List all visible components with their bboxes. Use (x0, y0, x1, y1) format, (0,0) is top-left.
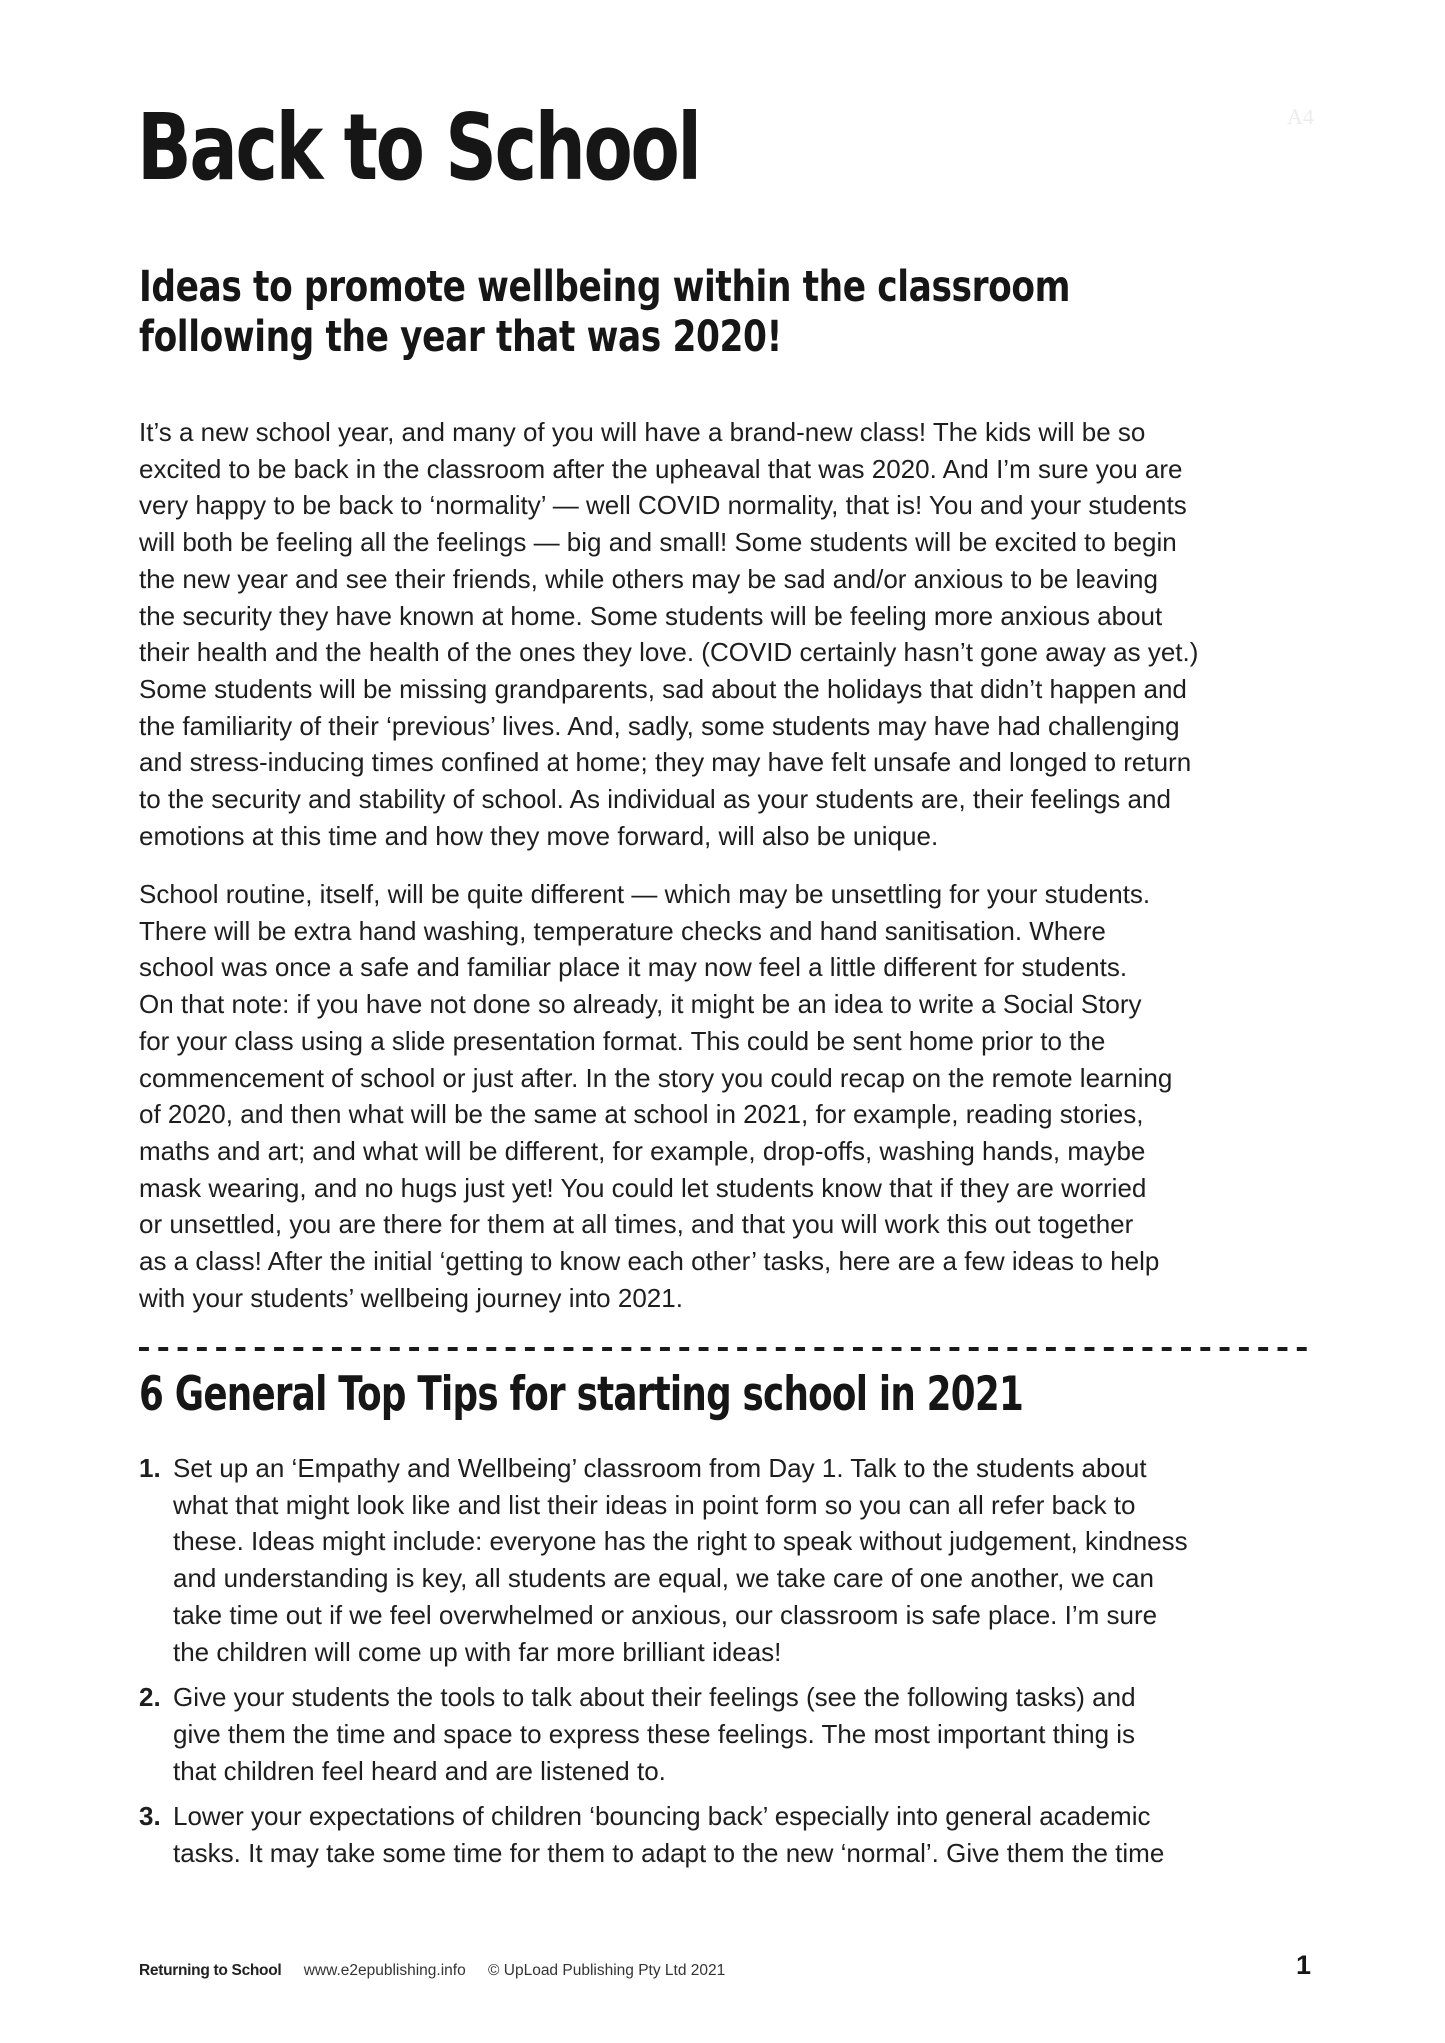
page-footer (139, 1962, 725, 1980)
text-line: these. Ideas might include: everyone has the right to speak without judgement, kindness (173, 1526, 1188, 1557)
text-line: what that might look like and list their ideas in point form so you can all refer back to (173, 1489, 1136, 1520)
text-line: school was once a safe and familiar place it may now feel a little different for students. (139, 952, 1128, 983)
text-line: commencement of school or just after. In the story you could recap on the remote learning (139, 1062, 1173, 1093)
tip-number: 3. (139, 1801, 161, 1832)
text-line: mask wearing, and no hugs just yet! You could let students know that if they are worried (139, 1172, 1147, 1203)
page-subtitle (139, 262, 1070, 362)
text-line: the new year and see their friends, while others may be sad and/or anxious to be leaving (139, 563, 1158, 594)
text-line: their health and the health of the ones they love. (COVID certainly hasn’t gone away as yet.) (139, 637, 1199, 668)
tip-number: 2. (139, 1682, 161, 1713)
tips-list (139, 1450, 1319, 1881)
tip-item-2 (139, 1679, 1319, 1789)
text-line: to the security and stability of school. As individual as your students are, their feelings and (139, 784, 1171, 815)
text-line: that children feel heard and are listened to. (173, 1755, 666, 1786)
text-line: Lower your expectations of children ‘bouncing back’ especially into general academic (173, 1801, 1151, 1832)
text-line: emotions at this time and how they move forward, will also be unique. (139, 820, 939, 851)
text-line: for your class using a slide presentation format. This could be sent home prior to the (139, 1025, 1106, 1056)
subtitle-line: Ideas to promote wellbeing within the classroom (139, 262, 1071, 312)
dashed-divider (139, 1347, 1307, 1351)
page-title: Back to School (137, 94, 700, 201)
text-line: maths and art; and what will be different, for example, drop-offs, washing hands, maybe (139, 1135, 1146, 1166)
text-line: give them the time and space to express these feelings. The most important thing is (173, 1718, 1136, 1749)
text-line: There will be extra hand washing, temperature checks and hand sanitisation. Where (139, 915, 1106, 946)
intro-paragraph-2 (139, 876, 1319, 1316)
subtitle-line: following the year that was 2020! (139, 312, 782, 362)
text-line: of 2020, and then what will be the same at school in 2021, for example, reading stories, (139, 1099, 1144, 1130)
text-line: take time out if we feel overwhelmed or anxious, our classroom is safe place. I’m sure (173, 1599, 1158, 1630)
footer-copyright: © UpLoad Publishing Pty Ltd 2021 (488, 1962, 726, 1979)
text-line: School routine, itself, will be quite different — which may be unsettling for your students. (139, 879, 1151, 909)
tips-section-title: 6 General Top Tips for starting school in 2021 (139, 1367, 1024, 1422)
footer-website-link[interactable]: www.e2epublishing.info (303, 1962, 466, 1979)
intro-paragraph-1 (139, 414, 1319, 854)
text-line: Some students will be missing grandparents, sad about the holidays that didn’t happen and (139, 673, 1187, 704)
text-line: Set up an ‘Empathy and Wellbeing’ classroom from Day 1. Talk to the students about (173, 1453, 1147, 1483)
text-line: and understanding is key, all students are equal, we take care of one another, we can (173, 1563, 1154, 1594)
text-line: the familiarity of their ‘previous’ lives. And, sadly, some students may have had challenging (139, 710, 1180, 741)
text-line: It’s a new school year, and many of you will have a brand-new class! The kids will be so (139, 417, 1146, 447)
text-line: very happy to be back to ‘normality’ — well COVID normality, that is! You and your students (139, 490, 1187, 521)
tip-item-3 (139, 1798, 1319, 1871)
tip-item-1 (139, 1450, 1319, 1670)
text-line: with your students’ wellbeing journey into 2021. (139, 1282, 683, 1313)
page-size-label: A4 (1287, 104, 1314, 129)
text-line: Give your students the tools to talk about their feelings (see the following tasks) and (173, 1682, 1136, 1713)
footer-book-title: Returning to School (139, 1962, 282, 1979)
text-line: will both be feeling all the feelings — big and small! Some students will be excited to begin (139, 527, 1177, 558)
text-line: On that note: if you have not done so already, it might be an idea to write a Social Story (139, 989, 1142, 1020)
tip-number: 1. (139, 1453, 161, 1483)
text-line: the children will come up with far more brilliant ideas! (173, 1636, 782, 1667)
text-line: as a class! After the initial ‘getting to know each other’ tasks, here are a few ideas to help (139, 1246, 1160, 1277)
text-line: excited to be back in the classroom after the upheaval that was 2020. And I’m sure you are (139, 453, 1183, 484)
text-line: tasks. It may take some time for them to adapt to the new ‘normal’. Give them the time (173, 1838, 1165, 1869)
text-line: and stress-inducing times confined at home; they may have felt unsafe and longed to return (139, 747, 1192, 778)
text-line: or unsettled, you are there for them at all times, and that you will work this out together (139, 1209, 1134, 1240)
text-line: the security they have known at home. Some students will be feeling more anxious about (139, 600, 1163, 631)
page-number: 1 (1296, 1950, 1312, 1980)
